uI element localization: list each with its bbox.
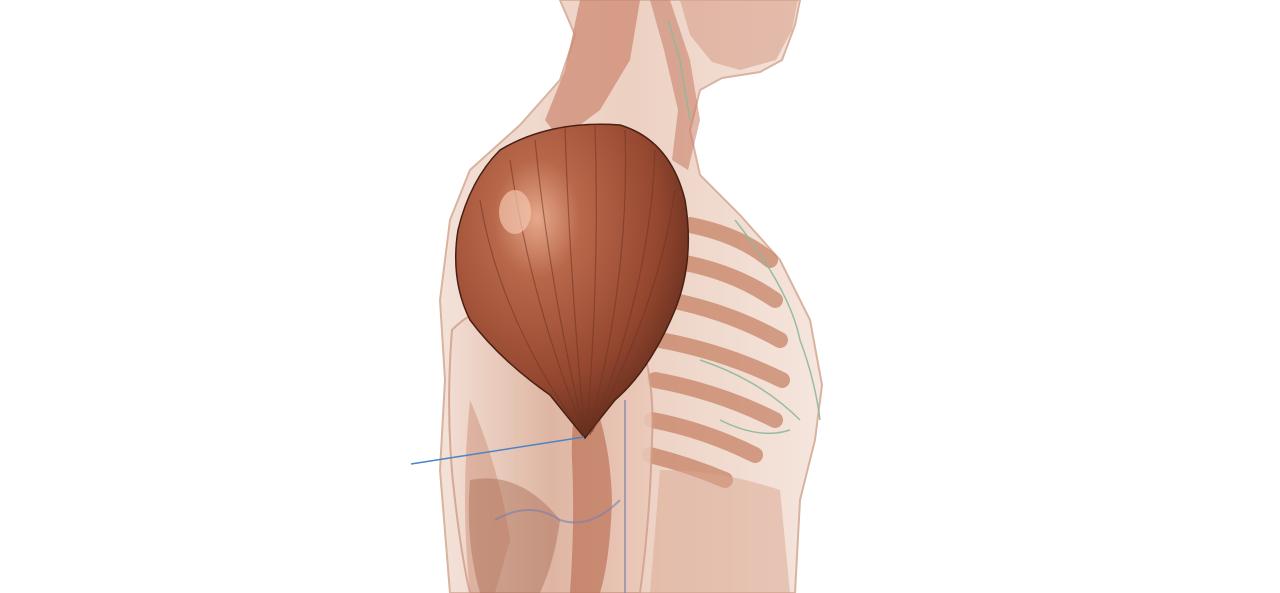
- abdomen: [650, 470, 790, 593]
- deltoid-highlight: [499, 190, 531, 234]
